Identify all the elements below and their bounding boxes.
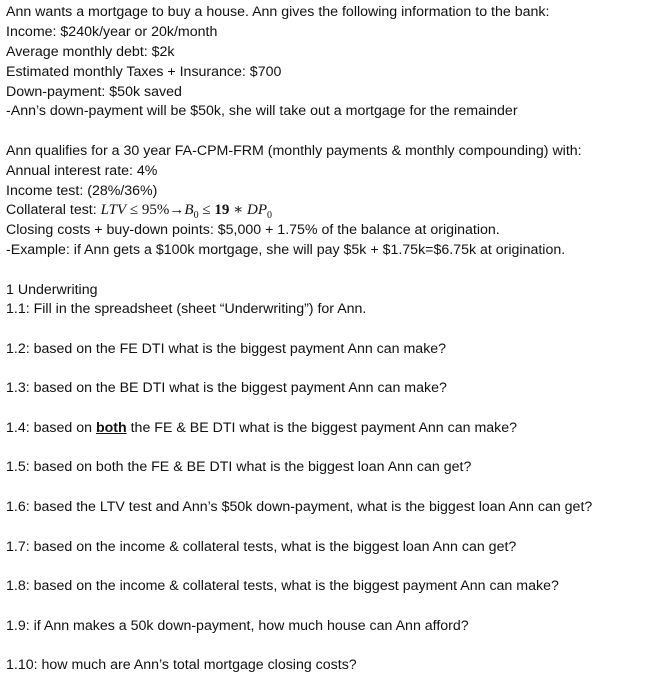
downpayment-line: Down-payment: $50k saved (6, 84, 182, 100)
question-1-2: 1.2: based on the FE DTI what is the biggest payment Ann can make? (6, 341, 447, 357)
question-1-6: 1.6: based the LTV test and Ann’s $50k down-payment, what is the biggest loan Ann can get? (6, 499, 593, 515)
formula-dp-sub: 0 (267, 210, 273, 221)
taxes-line: Estimated monthly Taxes + Insurance: $700 (6, 64, 282, 80)
formula-b-sub: 0 (193, 210, 199, 221)
q1-4-prefix: 1.4: based on (6, 420, 96, 436)
debt-line: Average monthly debt: $2k (6, 44, 175, 60)
q1-4-suffix: the FE & BE DTI what is the biggest payment Ann can make? (126, 420, 518, 436)
income-test-line: Income test: (28%/36%) (6, 183, 158, 199)
interest-rate-line: Annual interest rate: 4% (6, 163, 158, 179)
downpayment-note: -Ann’s down-payment will be $50k, she will take out a mortgage for the remainder (6, 103, 518, 119)
formula-star: ∗ (229, 202, 248, 218)
formula-percent: 95%→ (141, 202, 185, 218)
collateral-label: Collateral test: (6, 202, 101, 218)
formula-leq-1: ≤ (126, 202, 142, 218)
question-1-5: 1.5: based on both the FE & BE DTI what is the biggest loan Ann can get? (6, 459, 472, 475)
intro-line: Ann wants a mortgage to buy a house. Ann gives the following information to the bank: (6, 4, 550, 20)
collateral-formula (100, 202, 273, 221)
q1-4-emphasis: both (95, 420, 127, 436)
qualifies-line: Ann qualifies for a 30 year FA-CPM-FRM (monthly payments & monthly compounding) with: (6, 143, 582, 159)
question-1-7: 1.7: based on the income & collateral tests, what is the biggest loan Ann can get? (6, 539, 517, 555)
question-1-9: 1.9: if Ann makes a 50k down-payment, how much house can Ann afford? (6, 618, 469, 634)
formula-dp: DP (247, 202, 268, 218)
formula-ltv: LTV (100, 202, 127, 218)
income-line: Income: $240k/year or 20k/month (6, 24, 218, 40)
question-1-8: 1.8: based on the income & collateral tests, what is the biggest payment Ann can make? (6, 578, 559, 594)
formula-leq-2: ≤ (198, 202, 215, 218)
question-1-3: 1.3: based on the BE DTI what is the biggest payment Ann can make? (6, 380, 447, 396)
example-line: -Example: if Ann gets a $100k mortgage, she will pay $5k + $1.75k=$6.75k at origination. (6, 242, 566, 258)
formula-multiplier: 19 (214, 202, 230, 218)
section-title: 1 Underwriting (6, 282, 98, 298)
question-1-1: 1.1: Fill in the spreadsheet (sheet “Underwriting”) for Ann. (6, 301, 367, 317)
closing-costs-line: Closing costs + buy-down points: $5,000 + 1.75% of the balance at origination. (6, 222, 500, 238)
question-1-4 (6, 419, 517, 437)
formula-b: B (184, 202, 194, 218)
question-1-10: 1.10: how much are Ann’s total mortgage closing costs? (6, 657, 357, 673)
